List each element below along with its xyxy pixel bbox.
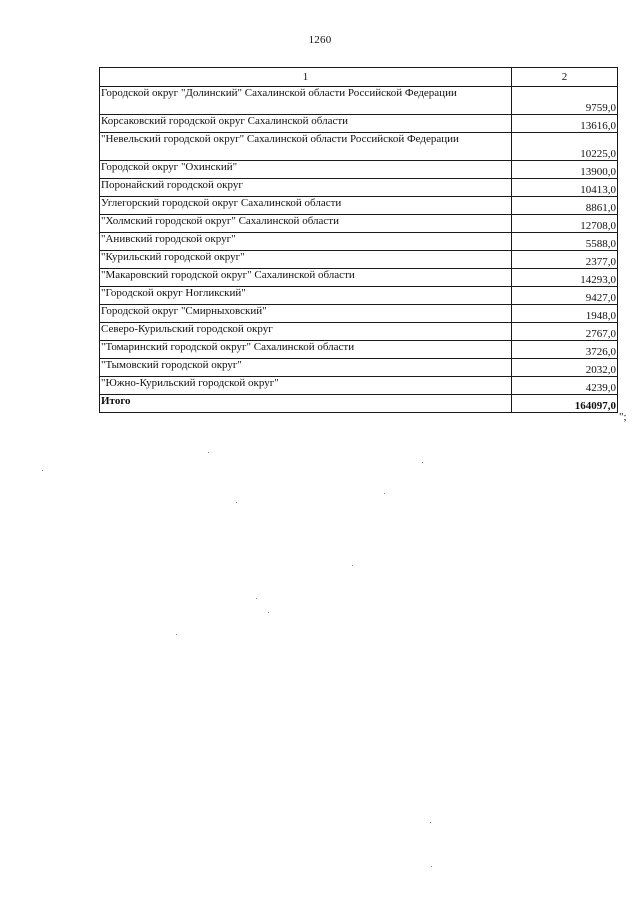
scan-speck xyxy=(352,565,353,566)
table-row xyxy=(100,179,618,197)
municipality-name: Корсаковский городской округ Сахалинской области xyxy=(100,115,512,133)
scan-speck xyxy=(176,634,177,635)
municipality-name: Поронайский городской округ xyxy=(100,179,512,197)
allocation-value: 2767,0 xyxy=(512,323,618,341)
municipality-name: "Макаровский городской округ" Сахалинской области xyxy=(100,269,512,287)
allocation-value: 13900,0 xyxy=(512,161,618,179)
municipality-name: Городской округ "Охинский" xyxy=(100,161,512,179)
table-row xyxy=(100,323,618,341)
table-row xyxy=(100,215,618,233)
municipality-name: "Холмский городской округ" Сахалинской области xyxy=(100,215,512,233)
scan-speck xyxy=(42,470,43,471)
scan-speck xyxy=(268,612,269,613)
closing-quote-mark: "; xyxy=(619,411,627,423)
municipality-name: Городской округ "Смирныховский" xyxy=(100,305,512,323)
table-row xyxy=(100,161,618,179)
allocation-value: 3726,0 xyxy=(512,341,618,359)
allocation-value: 5588,0 xyxy=(512,233,618,251)
table-row xyxy=(100,341,618,359)
table-row xyxy=(100,197,618,215)
allocation-value: 12708,0 xyxy=(512,215,618,233)
allocation-value: 10225,0 xyxy=(512,133,618,161)
table-row xyxy=(100,359,618,377)
table-row xyxy=(100,233,618,251)
table-row xyxy=(100,377,618,395)
allocation-value: 9759,0 xyxy=(512,87,618,115)
municipality-name: "Южно-Курильский городской округ" xyxy=(100,377,512,395)
allocation-value: 2032,0 xyxy=(512,359,618,377)
table-body xyxy=(100,87,618,413)
scan-speck xyxy=(430,822,431,823)
page-number: 1260 xyxy=(308,34,332,46)
scan-speck xyxy=(422,462,423,463)
municipality-name: Северо-Курильский городской округ xyxy=(100,323,512,341)
table-row xyxy=(100,87,618,115)
table-row xyxy=(100,269,618,287)
table-row xyxy=(100,133,618,161)
total-row xyxy=(100,395,618,413)
municipality-name: Углегорский городской округ Сахалинской области xyxy=(100,197,512,215)
allocation-value: 8861,0 xyxy=(512,197,618,215)
total-label: Итого xyxy=(100,395,512,413)
municipality-name: Городской округ "Долинский" Сахалинской области Российской Федерации xyxy=(100,87,512,115)
municipality-name: "Тымовский городской округ" xyxy=(100,359,512,377)
allocation-value: 1948,0 xyxy=(512,305,618,323)
column-header-number-2: 2 xyxy=(512,68,618,87)
table-row xyxy=(100,251,618,269)
allocation-value: 4239,0 xyxy=(512,377,618,395)
scan-speck xyxy=(208,452,209,453)
scan-speck xyxy=(384,493,385,494)
allocation-value: 9427,0 xyxy=(512,287,618,305)
allocation-value: 13616,0 xyxy=(512,115,618,133)
table-row xyxy=(100,115,618,133)
municipality-name: "Городской округ Ногликский" xyxy=(100,287,512,305)
scan-speck xyxy=(256,598,257,599)
allocation-table xyxy=(99,67,618,413)
scan-speck xyxy=(236,502,237,503)
municipality-name: "Курильский городской округ" xyxy=(100,251,512,269)
municipality-name: "Невельский городской округ" Сахалинской области Российской Федерации xyxy=(100,133,512,161)
table-row xyxy=(100,305,618,323)
municipality-name: "Томаринский городской округ" Сахалинской области xyxy=(100,341,512,359)
allocation-value: 14293,0 xyxy=(512,269,618,287)
allocation-value: 10413,0 xyxy=(512,179,618,197)
total-value: 164097,0 xyxy=(512,395,618,413)
allocation-value: 2377,0 xyxy=(512,251,618,269)
scan-speck xyxy=(431,866,432,867)
table-header-row xyxy=(100,68,618,87)
table-row xyxy=(100,287,618,305)
column-header-number-1: 1 xyxy=(100,68,512,87)
municipality-name: "Анивский городской округ" xyxy=(100,233,512,251)
